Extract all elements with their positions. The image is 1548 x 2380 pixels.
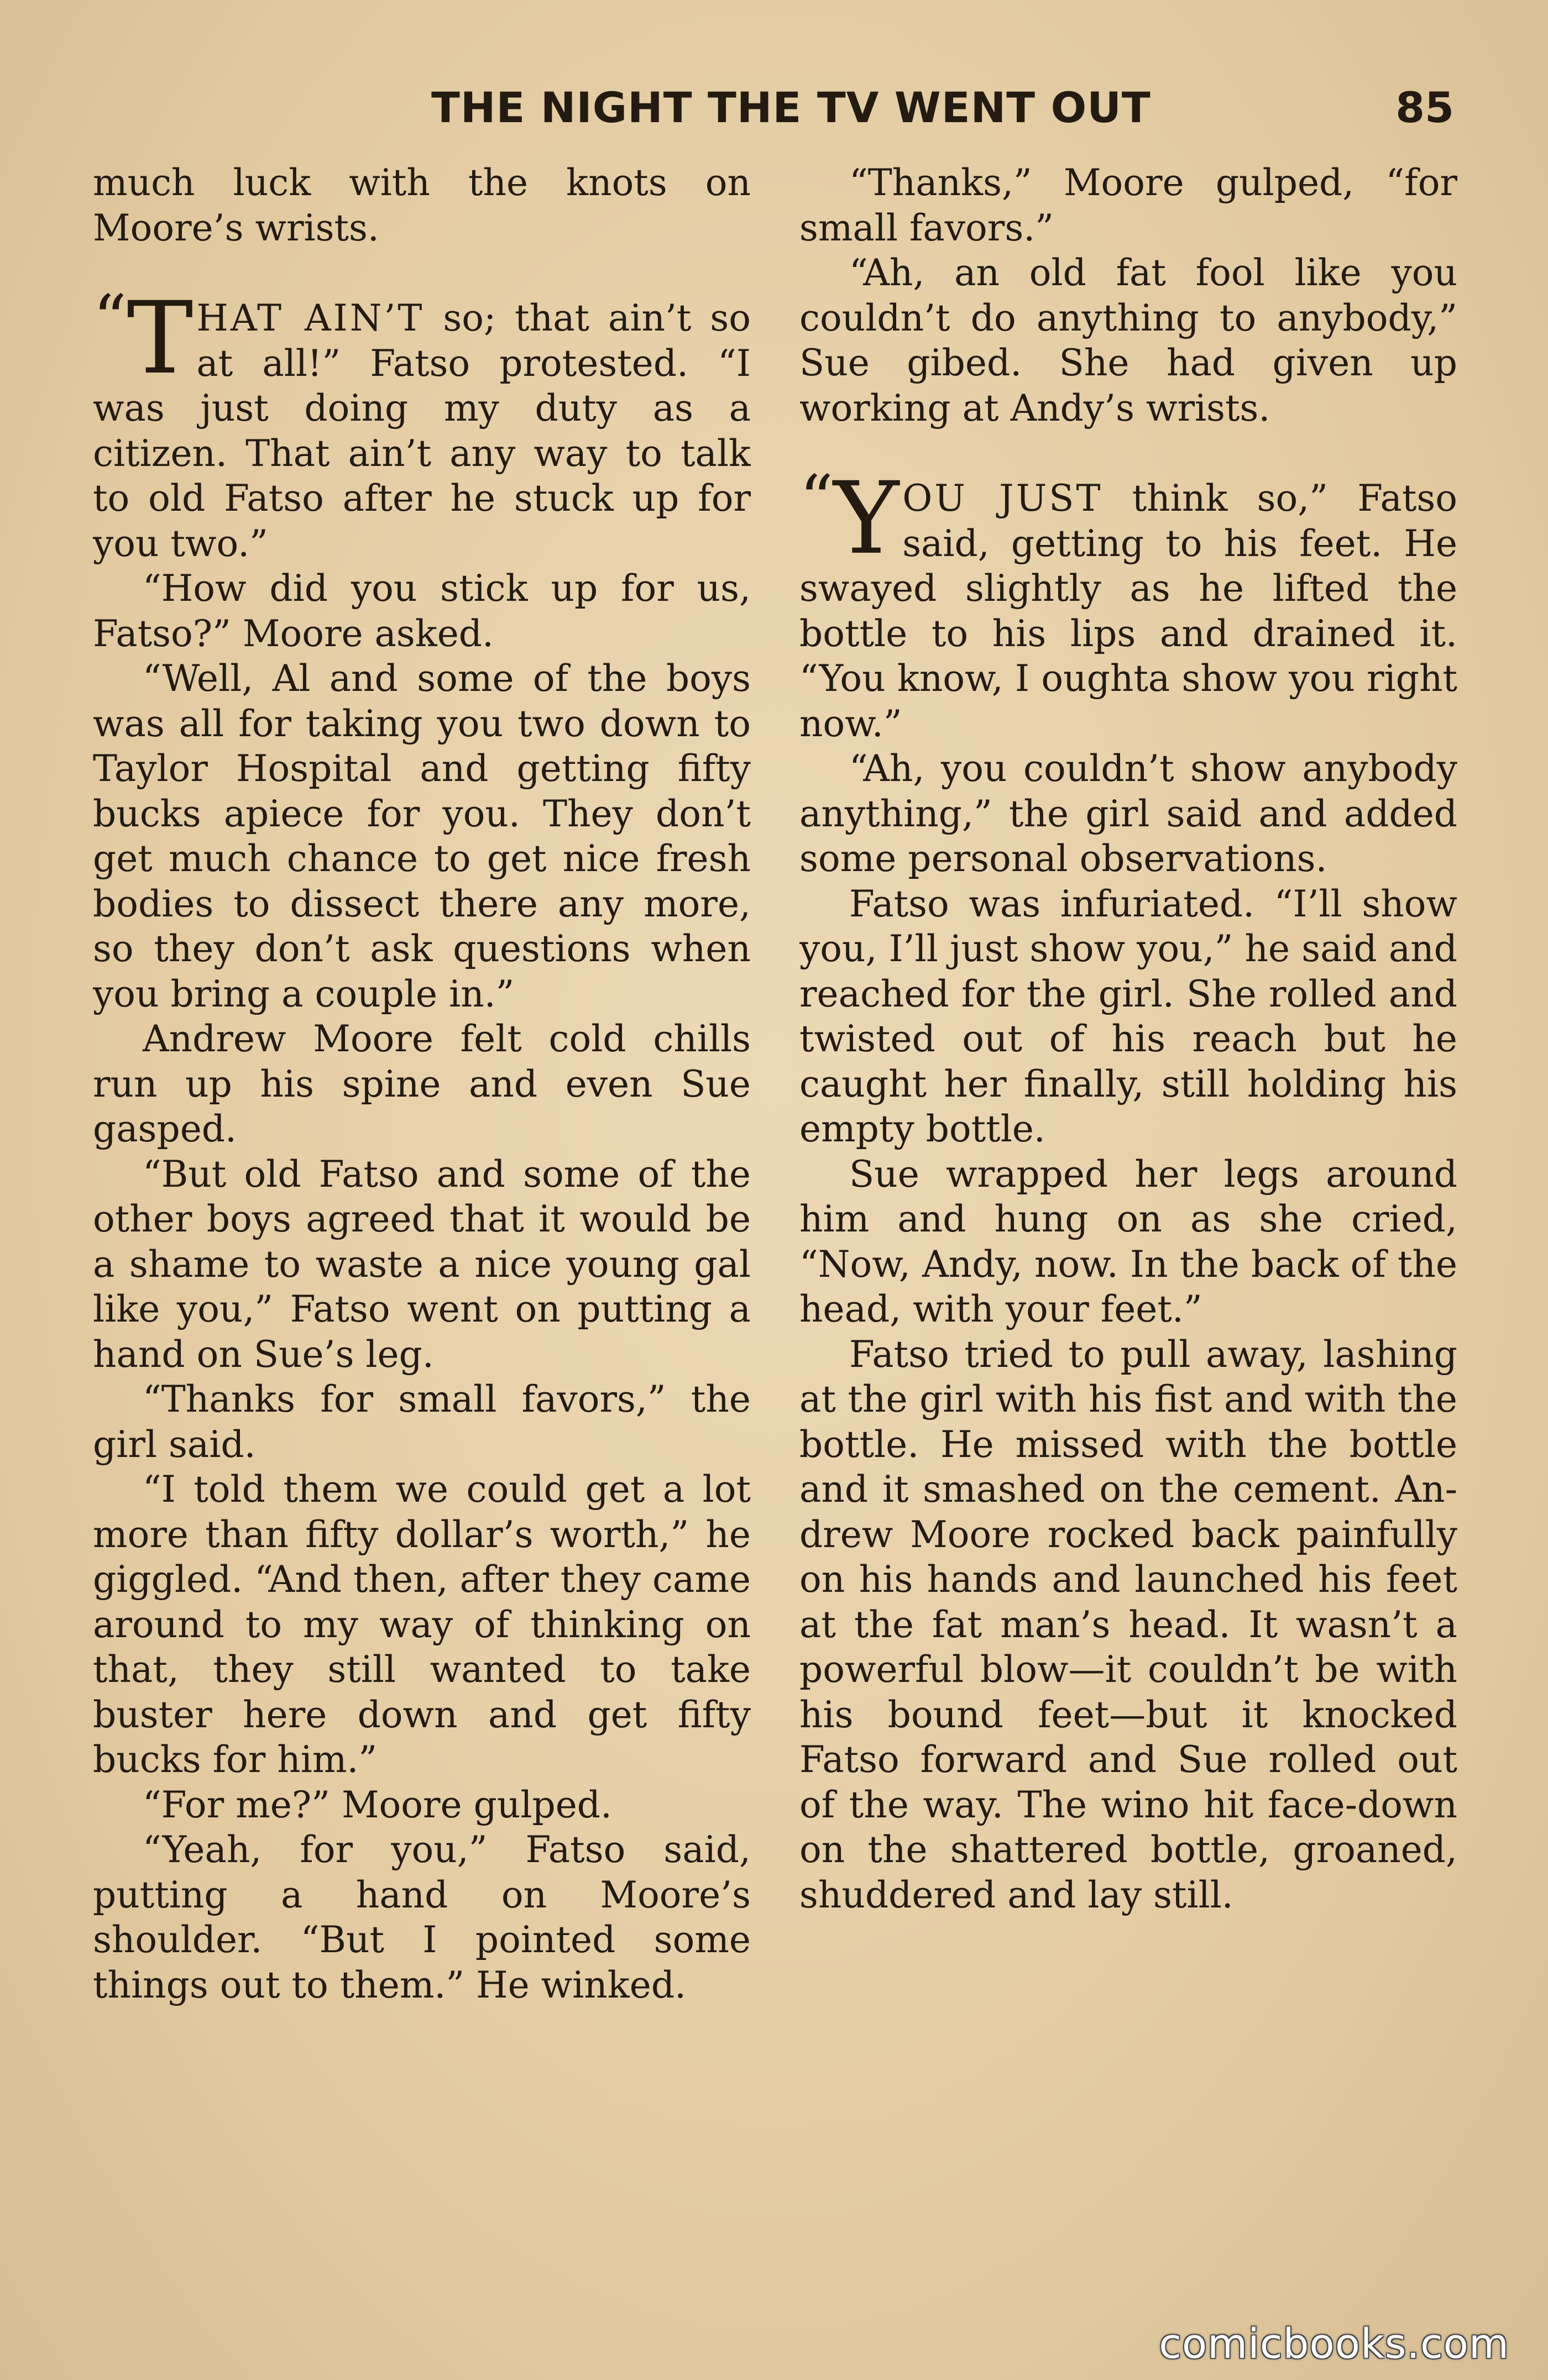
paragraph: Sue wrapped her legs around him and hung on as she cried, “Now, Andy, now. In the back of the head, with your feet.” — [799, 1152, 1457, 1330]
section-opening-paragraph — [799, 461, 1457, 746]
paragraph: “Well, Al and some of the boys was all for taking you two down to Taylor Hospital and getting fifty bucks apiece for you. They don’t get much chance to get nice fresh bodies to dissect there any more, so they don’t ask questions when you bring a couple in.” — [93, 657, 751, 1015]
drop-cap — [93, 281, 194, 396]
right-column — [799, 160, 1457, 2305]
paragraph: “Thanks,” Moore gulped, “for small favors.” — [799, 161, 1457, 249]
small-caps-lead: HAT AIN’T — [196, 297, 425, 339]
paragraph: “Ah, you couldn’t show anybody anything,” the girl said and added some personal observations. — [799, 747, 1457, 880]
paragraph-text: so; that ain’t so at all!” Fatso protested. “I was just doing my duty as a citizen. That ain’t any way to talk to old Fatso after he stuck up for you two.” — [93, 297, 751, 565]
drop-cap — [799, 461, 899, 576]
running-title: THE NIGHT THE TV WENT OUT — [431, 83, 1151, 132]
drop-quote: “ — [799, 462, 834, 538]
paragraph: Andrew Moore felt cold chills run up his spine and even Sue gasped. — [93, 1018, 751, 1150]
drop-cap-letter: T — [127, 281, 194, 396]
section-opening-paragraph — [93, 281, 751, 566]
paragraph: “How did you stick up for us, Fatso?” Moore asked. — [93, 567, 751, 655]
watermark: comicbooks.com — [1159, 2320, 1509, 2368]
drop-quote: “ — [93, 281, 127, 358]
drop-cap-letter: Y — [833, 461, 899, 576]
paragraph: “Thanks for small favors,” the girl said. — [93, 1378, 751, 1466]
paragraph: “Ah, an old fat fool like you couldn’t do anything to anybody,” Sue gibed. She had given up working at Andy’s wrists. — [799, 251, 1457, 429]
paragraph: “For me?” Moore gulped. — [143, 1783, 612, 1826]
paragraph: Fatso tried to pull away, lashing at the girl with his fist and with the bottle. He missed with the bottle and it smashed on the cement. Andrew Moore rocked back painfully on his hands and launched his feet at the fat man’s head. It wasn’t a powerful blow—it couldn’t be with his bound feet—but it knocked Fatso forward and Sue rolled out of the way. The wino hit face-down on the shattered bottle, groaned, shuddered and lay still. — [799, 1333, 1457, 1916]
paragraph: “But old Fatso and some of the other boys agreed that it would be a shame to waste a nice young gal like you,” Fatso went on putting a hand on Sue’s leg. — [93, 1152, 751, 1376]
page-number: 85 — [1395, 83, 1454, 132]
paragraph: “I told them we could get a lot more than fifty dollar’s worth,” he giggled. “And then, after they came around to my way of thinking on that, they still wanted to take buster here down and get fifty bucks for him.” — [93, 1468, 751, 1781]
paragraph: Fatso was infuriated. “I’ll show you, I’ll just show you,” he said and reached for the girl. She rolled and twisted out of his reach but he caught her finally, still holding his empty bottle. — [799, 882, 1457, 1150]
paragraph: “Yeah, for you,” Fatso said, putting a hand on Moore’s shoulder. “But I pointed some things out to them.” He winked. — [93, 1828, 751, 2006]
left-column — [93, 160, 751, 2305]
paragraph-text: think so,” Fatso said, getting to his feet. He swayed slightly as he lifted the bottle to his lips and drained it. “You know, I oughta show you right now.” — [799, 477, 1457, 745]
small-caps-lead: OU JUST — [902, 477, 1103, 520]
page-header — [88, 83, 1460, 144]
paragraph: much luck with the knots on Moore’s wrists. — [93, 161, 751, 249]
